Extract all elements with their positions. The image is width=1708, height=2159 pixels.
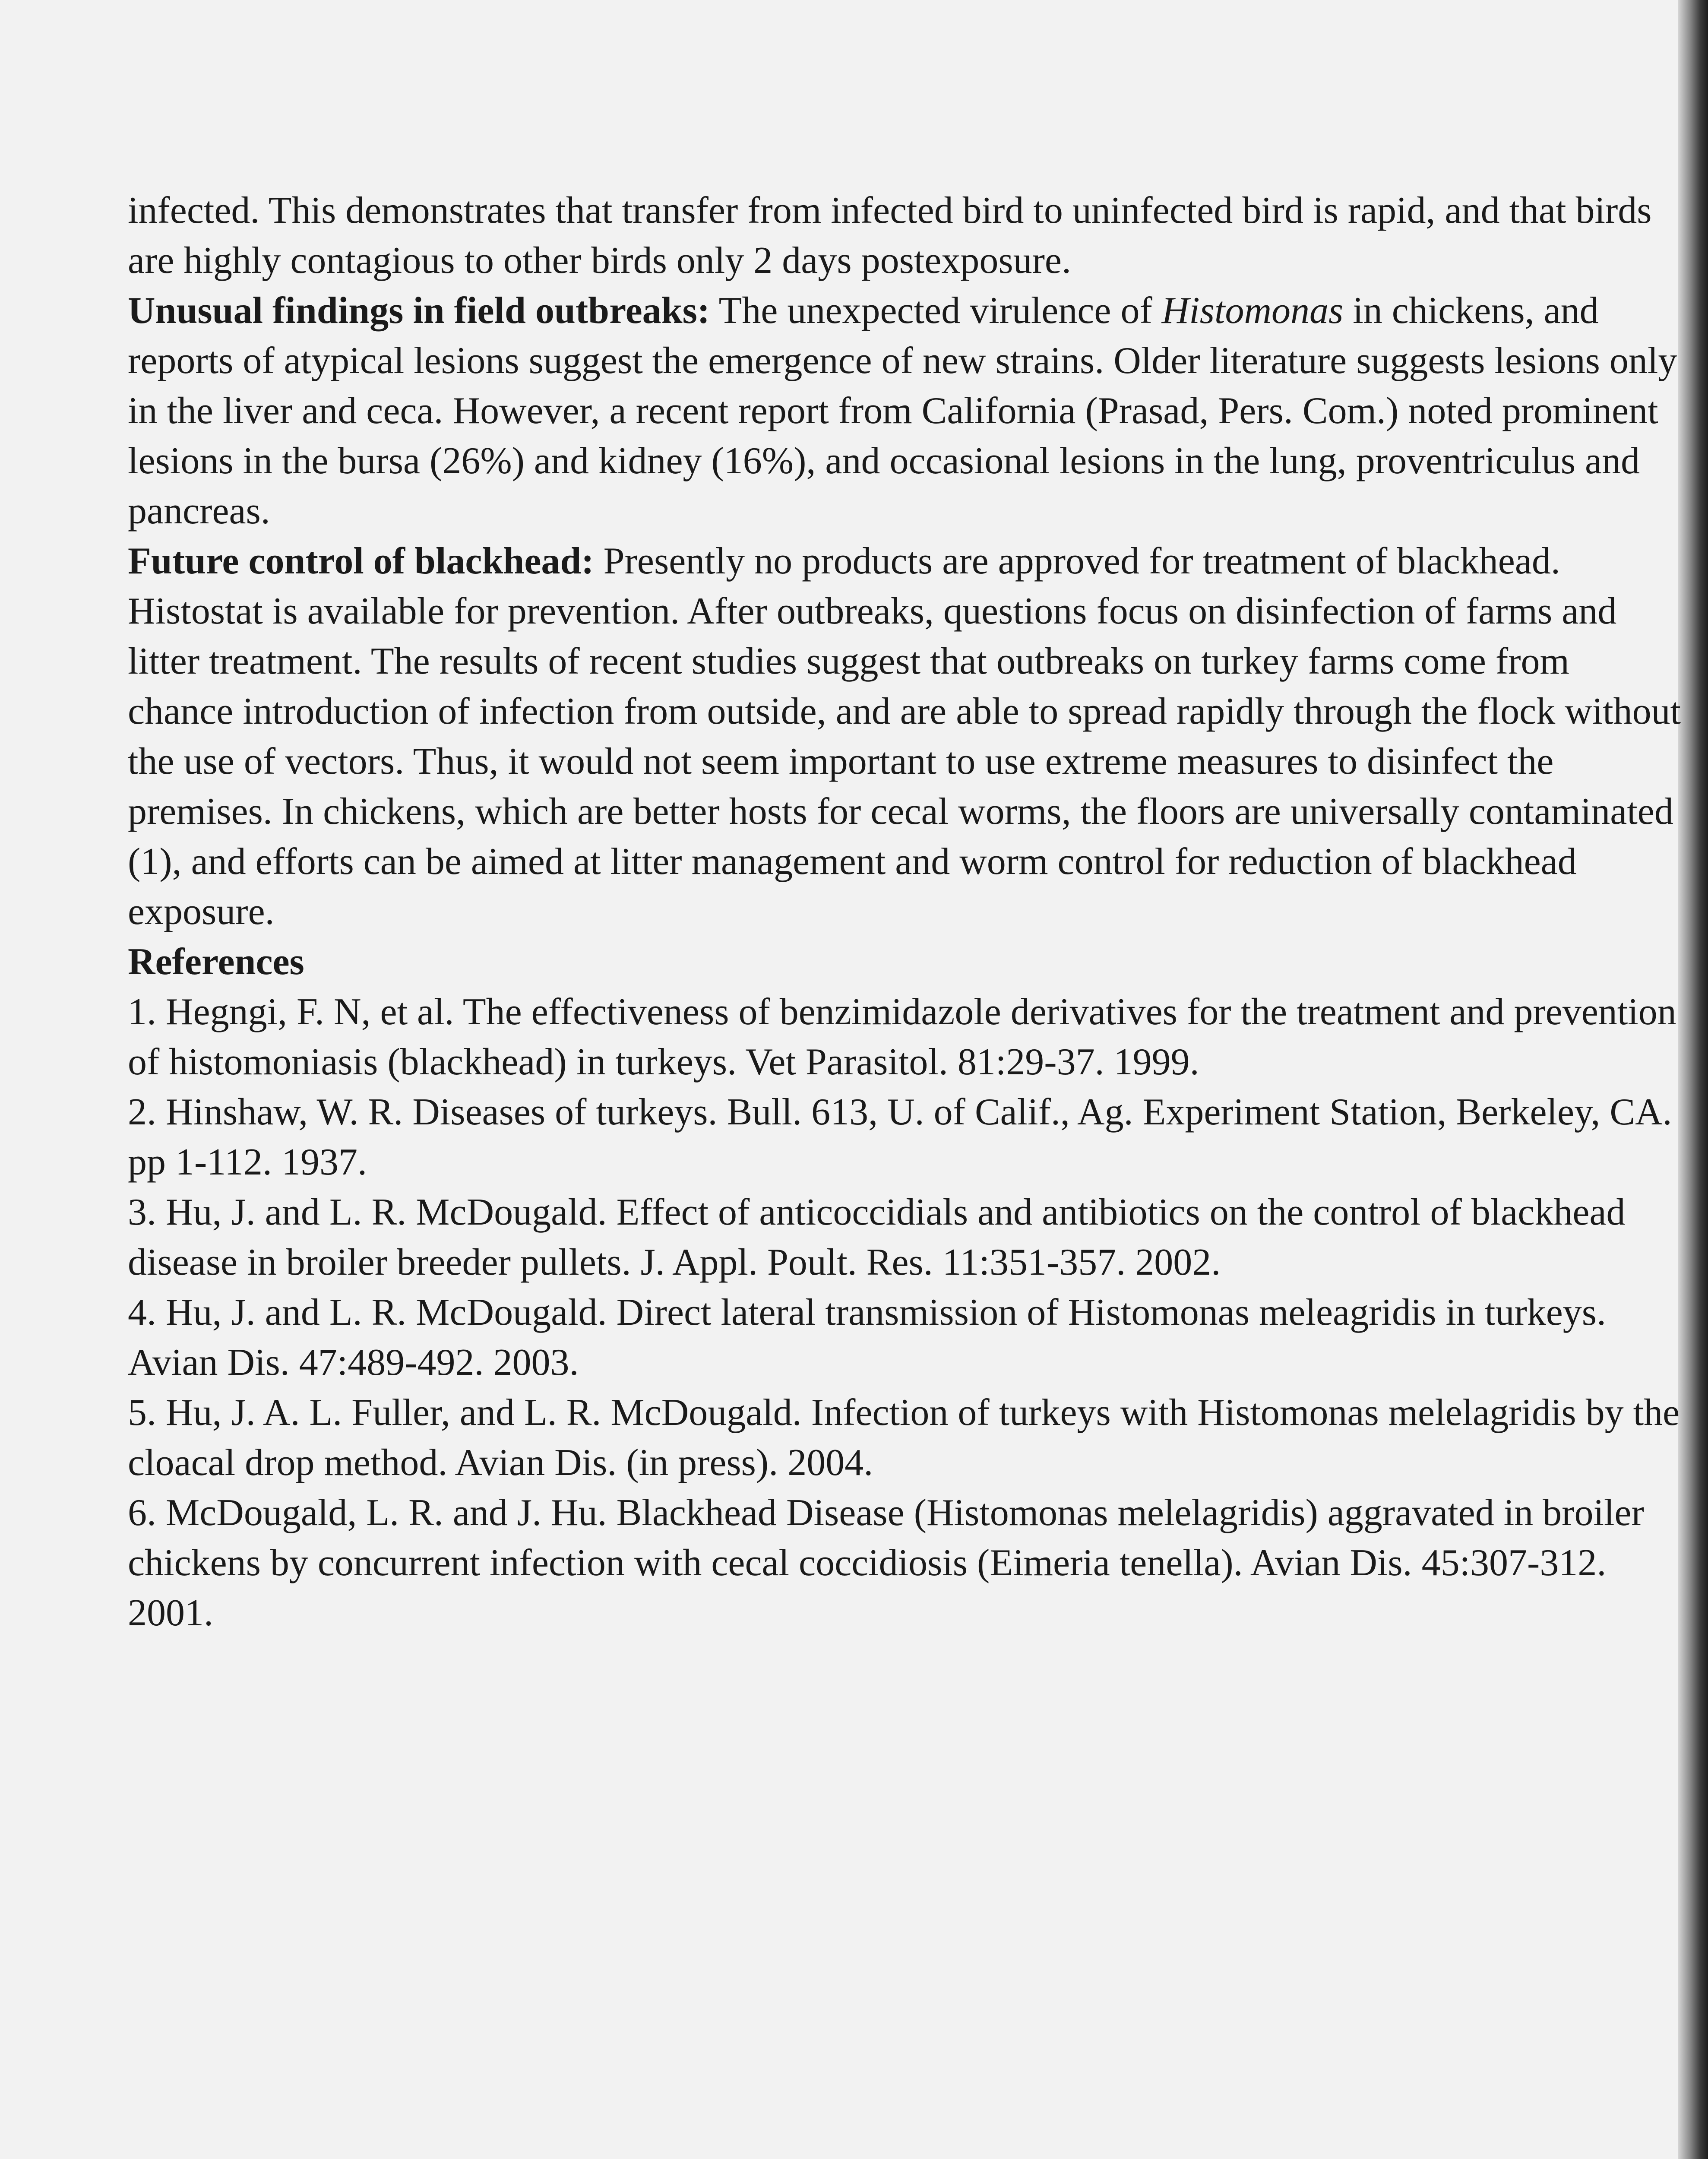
page-edge-shadow — [1678, 0, 1708, 2159]
reference-item-1: 1. Hegngi, F. N, et al. The effectiveness of benzimidazole derivatives for the treatment and prevention of histomoniasis (blackhead) in turkeys. Vet Parasitol. 81:29-37. 1999. — [128, 991, 1676, 1083]
unusual-findings-heading: Unusual findings in field outbreaks: — [128, 290, 710, 332]
reference-item-4: 4. Hu, J. and L. R. McDougald. Direct lateral transmission of Histomonas meleagridis in turkeys. Avian Dis. 47:489-492. 2003. — [128, 1292, 1607, 1383]
unusual-findings-text-before: The unexpected virulence of — [710, 290, 1162, 332]
intro-paragraph: infected. This demonstrates that transfer from infected bird to uninfected bird is rapid, and that birds are highly contagious to other birds only 2 days postexposure. — [128, 190, 1652, 282]
unusual-findings-paragraph — [128, 286, 1682, 536]
future-control-text: Presently no products are approved for treatment of blackhead. Histostat is available for prevention. After outbreaks, questions focus on disinfection of farms and litter treatment. The results of recent studies suggest that outbreaks on turkey farms come from chance introduction of infection from outside, and are able to spread rapidly through the flock without the use of vectors. Thus, it would not seem important to use extreme measures to disinfect the premises. In chickens, which are better hosts for cecal worms, the floors are universally contaminated (1), and efforts can be aimed at litter management and worm control for reduction of blackhead exposure. — [128, 540, 1681, 933]
reference-item-5: 5. Hu, J. A. L. Fuller, and L. R. McDougald. Infection of turkeys with Histomonas melelagridis by the cloacal drop method. Avian Dis. (in press). 2004. — [128, 1392, 1680, 1484]
future-control-heading: Future control of blackhead: — [128, 540, 594, 582]
references-heading: References — [128, 941, 304, 983]
unusual-findings-text-after: in chickens, and reports of atypical lesions suggest the emergence of new strains. Older literature suggests lesions only in the liver and ceca. However, a recent report from California (Prasad, Pers. Com.) noted prominent lesions in the bursa (26%) and kidney (16%), and occasional lesions in the lung, proventriculus and pancreas. — [128, 290, 1677, 532]
reference-item-3: 3. Hu, J. and L. R. McDougald. Effect of anticoccidials and antibiotics on the control of blackhead disease in broiler breeder pullets. J. Appl. Poult. Res. 11:351-357. 2002. — [128, 1191, 1626, 1283]
unusual-findings-italic: Histomonas — [1161, 290, 1344, 332]
reference-item-2: 2. Hinshaw, W. R. Diseases of turkeys. Bull. 613, U. of Calif., Ag. Experiment Station, Berkeley, CA. pp 1-112. 1937. — [128, 1091, 1672, 1183]
document-page — [128, 186, 1682, 1638]
reference-item-6: 6. McDougald, L. R. and J. Hu. Blackhead Disease (Histomonas melelagridis) aggravated in broiler chickens by concurrent infection with cecal coccidiosis (Eimeria tenella). Avian Dis. 45:307-312. 2001. — [128, 1492, 1644, 1634]
future-control-paragraph — [128, 536, 1682, 937]
